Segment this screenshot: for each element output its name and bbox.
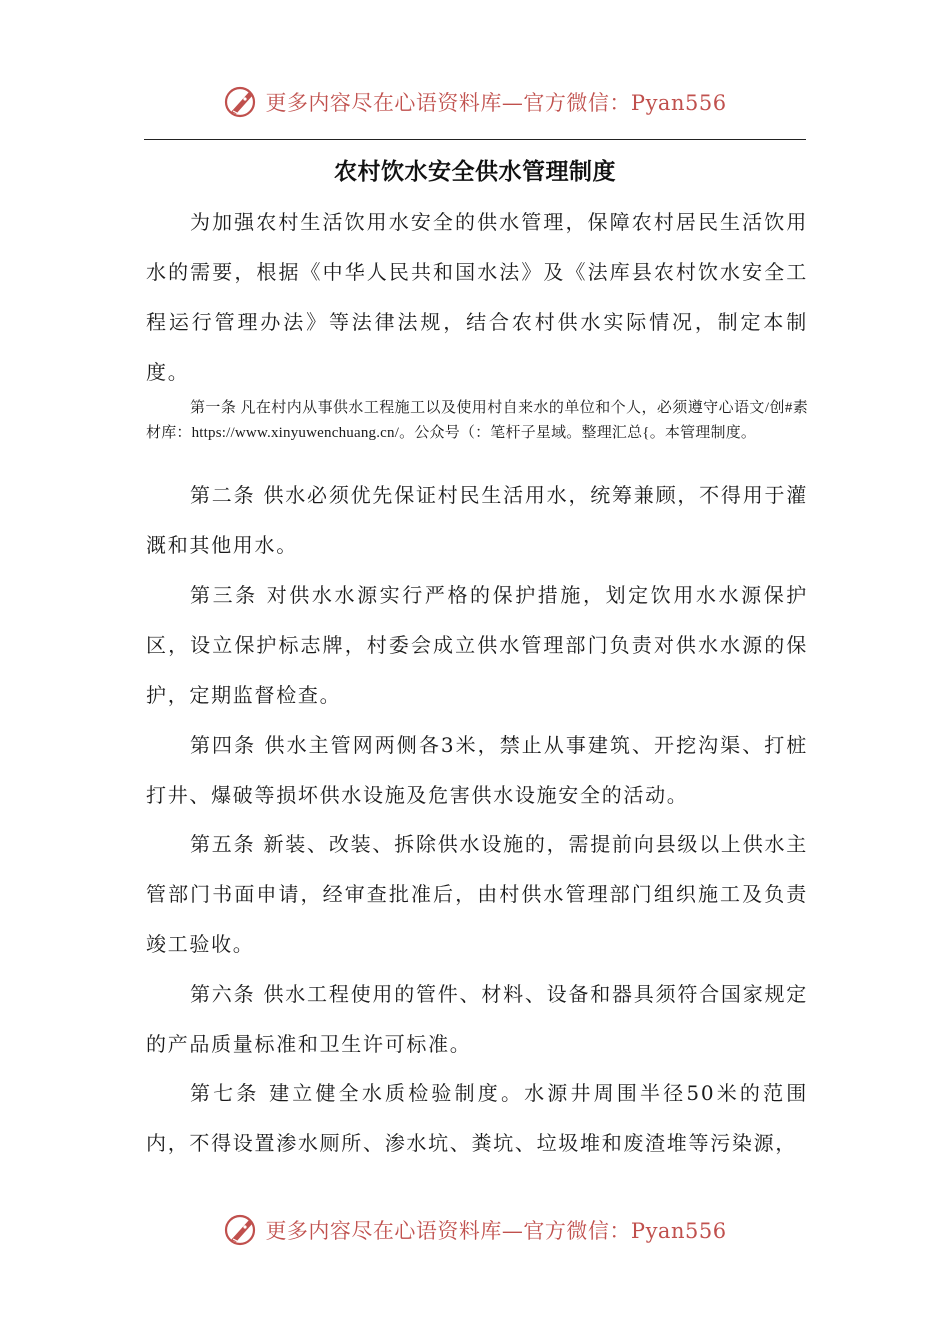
paragraph-article-5: 第五条 新装、改装、拆除供水设施的，需提前向县级以上供水主管部门书面申请，经审查批准后，由村供水管理部门组织施工及负责竣工验收。 bbox=[146, 832, 808, 956]
banner-text: 更多内容尽在心语资料库—官方微信：Pyan556 bbox=[265, 1219, 727, 1243]
pen-logo-icon bbox=[223, 1212, 259, 1248]
paragraph-article-2: 第二条 供水必须优先保证村民生活用水，统筹兼顾，不得用于灌溉和其他用水。 bbox=[146, 483, 808, 557]
paragraph-article-6: 第六条 供水工程使用的管件、材料、设备和器具须符合国家规定的产品质量标准和卫生许可标准。 bbox=[146, 982, 808, 1056]
paragraph-article-7: 第七条 建立健全水质检验制度。水源井周围半径50米的范围内，不得设置渗水厕所、渗水坑、粪坑、垃圾堆和废渣堆等污染源， bbox=[146, 1081, 808, 1155]
paragraph-article-3: 第三条 对供水水源实行严格的保护措施，划定饮用水水源保护区，设立保护标志牌，村委会成立供水管理部门负责对供水水源的保护，定期监督检查。 bbox=[146, 583, 808, 707]
banner-text: 更多内容尽在心语资料库—官方微信：Pyan556 bbox=[265, 91, 727, 115]
page-title: 农村饮水安全供水管理制度 bbox=[334, 159, 616, 185]
header-banner bbox=[0, 80, 950, 124]
footer-banner bbox=[0, 1208, 950, 1252]
paragraph-intro: 为加强农村生活饮用水安全的供水管理，保障农村居民生活饮用水的需要，根据《中华人民共和国水法》及《法库县农村饮水安全工程运行管理办法》等法律法规，结合农村供水实际情况，制定本制度。 bbox=[146, 210, 808, 384]
pen-logo-icon bbox=[223, 84, 259, 120]
paragraph-article-4: 第四条 供水主管网两侧各3米，禁止从事建筑、开挖沟渠、打桩打井、爆破等损坏供水设施及危害供水设施安全的活动。 bbox=[146, 733, 808, 807]
header-divider bbox=[144, 139, 806, 140]
paragraph-article-1: 第一条 凡在村内从事供水工程施工以及使用村自来水的单位和个人，必须遵守心语文/创#素材库：https://www.xinyuwenchuang.cn/。公众号（：笔杆子星域。整理汇总{。本管理制度。 bbox=[146, 400, 808, 441]
